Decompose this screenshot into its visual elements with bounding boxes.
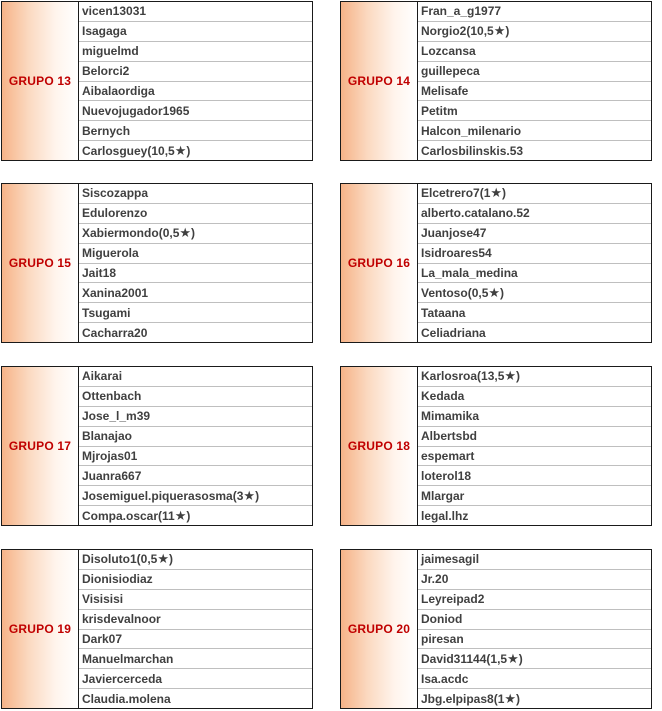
player-row <box>418 689 651 708</box>
group-block <box>340 183 652 343</box>
player-row <box>418 466 651 486</box>
score-paren: ) <box>518 651 523 666</box>
player-name: Juanra667 <box>82 468 142 483</box>
player-row <box>79 62 312 82</box>
player-row <box>79 407 312 427</box>
score-paren: ) <box>516 691 521 706</box>
player-name: Aibalaordiga <box>82 83 155 98</box>
player-name: Belorci2 <box>82 64 130 79</box>
player-name: Dark07 <box>82 631 123 646</box>
player-name: Josemiguel.piquerasosma <box>82 488 233 503</box>
star-icon: ★ <box>488 284 501 300</box>
score-paren: ( <box>486 651 491 666</box>
player-row <box>79 82 312 102</box>
group-label: GRUPO 19 <box>2 550 79 708</box>
group-block <box>340 549 652 709</box>
player-row <box>418 323 651 342</box>
player-score: 0,5 <box>471 285 489 300</box>
score-paren: ( <box>158 508 163 523</box>
player-row <box>79 506 312 525</box>
player-name: guillepeca <box>421 64 480 79</box>
player-row <box>418 141 651 160</box>
player-name: Visisisi <box>82 592 124 607</box>
score-paren: ( <box>493 691 498 706</box>
player-name: Jait18 <box>82 265 117 280</box>
player-row <box>418 407 651 427</box>
player-row <box>418 22 651 42</box>
player-name: Mlargar <box>421 488 465 503</box>
player-row <box>79 224 312 244</box>
player-row <box>418 610 651 630</box>
player-name: vicen13031 <box>82 4 147 19</box>
score-paren: ( <box>147 143 152 158</box>
score-paren: ) <box>516 369 521 384</box>
player-row <box>418 42 651 62</box>
player-row <box>79 204 312 224</box>
player-score: 10,5 <box>151 143 175 158</box>
player-row <box>79 689 312 708</box>
player-name: legal.lhz <box>421 508 469 523</box>
group-label: GRUPO 20 <box>341 550 418 708</box>
player-name: Elcetrero7 <box>421 186 480 201</box>
player-row <box>79 427 312 447</box>
player-name: Claudia.molena <box>82 691 171 706</box>
player-row <box>418 550 651 570</box>
player-name: piresan <box>421 631 464 646</box>
player-name: alberto.catalano.52 <box>421 206 530 221</box>
player-score: 13,5 <box>481 369 505 384</box>
player-name: La_mala_medina <box>421 265 518 280</box>
star-icon: ★ <box>179 225 192 241</box>
group-label: GRUPO 15 <box>2 184 79 342</box>
player-row <box>418 649 651 669</box>
player-name: Xabiermondo <box>82 226 159 241</box>
player-row <box>418 590 651 610</box>
player-row <box>418 224 651 244</box>
star-icon: ★ <box>493 23 506 39</box>
score-paren: ( <box>479 186 484 201</box>
player-row <box>418 570 651 590</box>
player-name: Albertsbd <box>421 429 478 444</box>
player-row <box>79 101 312 121</box>
star-icon: ★ <box>490 185 503 201</box>
player-row <box>79 669 312 689</box>
player-row <box>79 570 312 590</box>
player-score: 10,5 <box>470 24 494 39</box>
player-list <box>79 2 312 160</box>
player-name: Bernych <box>82 123 131 138</box>
score-paren: ) <box>255 488 260 503</box>
player-score: 11 <box>162 508 175 523</box>
player-name: Xanina2001 <box>82 285 149 300</box>
player-list <box>79 184 312 342</box>
player-name: Lozcansa <box>421 44 476 59</box>
player-name: Juanjose47 <box>421 226 487 241</box>
player-row <box>418 2 651 22</box>
group-label: GRUPO 18 <box>341 367 418 525</box>
star-icon: ★ <box>174 142 187 158</box>
player-name: Nuevojugador1965 <box>82 103 190 118</box>
score-paren: ( <box>466 24 471 39</box>
player-row <box>418 82 651 102</box>
player-row <box>418 486 651 506</box>
player-name: Carlosbilinskis.53 <box>421 143 524 158</box>
score-paren: ) <box>186 508 191 523</box>
player-row <box>79 387 312 407</box>
player-name: Petitm <box>421 103 458 118</box>
player-name: Manuelmarchan <box>82 651 174 666</box>
player-name: Mjrojas01 <box>82 448 138 463</box>
player-name: Melisafe <box>421 83 469 98</box>
score-paren: ( <box>467 285 472 300</box>
player-row <box>79 121 312 141</box>
player-row <box>418 204 651 224</box>
group-label: GRUPO 17 <box>2 367 79 525</box>
player-row <box>79 367 312 387</box>
player-list <box>79 367 312 525</box>
player-row <box>79 486 312 506</box>
score-paren: ) <box>169 552 174 567</box>
player-name: Karlosroa <box>421 369 478 384</box>
player-row <box>79 184 312 204</box>
player-row <box>79 283 312 303</box>
group-label: GRUPO 13 <box>2 2 79 160</box>
player-name: Blanajao <box>82 429 133 444</box>
player-name: Celiadriana <box>421 325 486 340</box>
player-name: Mimamika <box>421 409 480 424</box>
group-block <box>1 366 313 526</box>
group-label: GRUPO 16 <box>341 184 418 342</box>
player-row <box>79 42 312 62</box>
player-name: Leyreipad2 <box>421 592 485 607</box>
player-name: Compa.oscar <box>82 508 159 523</box>
player-row <box>418 669 651 689</box>
player-row <box>418 367 651 387</box>
group-block <box>340 366 652 526</box>
group-block <box>340 1 652 161</box>
score-paren: ( <box>477 369 482 384</box>
player-row <box>418 121 651 141</box>
player-row <box>79 323 312 342</box>
player-score: 1 <box>483 186 491 201</box>
player-row <box>79 2 312 22</box>
player-row <box>79 550 312 570</box>
player-row <box>79 141 312 160</box>
player-row <box>79 610 312 630</box>
group-label: GRUPO 14 <box>341 2 418 160</box>
player-name: Tataana <box>421 305 466 320</box>
player-row <box>79 630 312 650</box>
player-name: Miguerola <box>82 246 139 261</box>
player-name: Doniod <box>421 612 463 627</box>
player-name: Disoluto1 <box>82 552 137 567</box>
group-block <box>1 549 313 709</box>
player-name: Halcon_milenario <box>421 123 522 138</box>
player-row <box>79 649 312 669</box>
player-list <box>418 184 651 342</box>
player-name: Ventoso <box>421 285 468 300</box>
score-paren: ( <box>232 488 237 503</box>
star-icon: ★ <box>174 507 187 523</box>
player-name: Dionisiodiaz <box>82 572 153 587</box>
star-icon: ★ <box>157 551 170 567</box>
player-name: loterol18 <box>421 468 472 483</box>
player-score: 0,5 <box>140 552 158 567</box>
star-icon: ★ <box>504 368 517 384</box>
player-score: 3 <box>236 488 244 503</box>
player-row <box>79 590 312 610</box>
player-row <box>418 101 651 121</box>
player-list <box>79 550 312 708</box>
player-row <box>79 264 312 284</box>
player-name: Siscozappa <box>82 186 149 201</box>
player-row <box>79 22 312 42</box>
score-paren: ( <box>158 226 163 241</box>
player-row <box>418 387 651 407</box>
player-row <box>418 264 651 284</box>
score-paren: ) <box>505 24 510 39</box>
player-row <box>418 303 651 323</box>
player-name: miguelmd <box>82 44 139 59</box>
player-row <box>79 244 312 264</box>
player-name: Kedada <box>421 389 465 404</box>
star-icon: ★ <box>504 690 517 706</box>
score-paren: ) <box>191 226 196 241</box>
player-name: Ottenbach <box>82 389 142 404</box>
player-row <box>418 447 651 467</box>
player-row <box>79 466 312 486</box>
player-name: Isidroares54 <box>421 246 492 261</box>
player-list <box>418 2 651 160</box>
player-name: Fran_a_g1977 <box>421 4 502 19</box>
player-name: krisdevalnoor <box>82 612 161 627</box>
player-name: Isa.acdc <box>421 671 469 686</box>
player-row <box>418 244 651 264</box>
player-list <box>418 367 651 525</box>
player-name: Javiercerceda <box>82 671 163 686</box>
player-row <box>418 283 651 303</box>
player-row <box>79 303 312 323</box>
player-name: Norgio2 <box>421 24 467 39</box>
score-paren: ) <box>186 143 191 158</box>
player-score: 0,5 <box>162 226 180 241</box>
player-name: Jose_l_m39 <box>82 409 151 424</box>
group-block <box>1 1 313 161</box>
player-name: Jbg.elpipas8 <box>421 691 494 706</box>
player-name: Carlosguey <box>82 143 148 158</box>
player-name: Jr.20 <box>421 572 449 587</box>
player-name: Tsugami <box>82 305 131 320</box>
score-paren: ) <box>502 186 507 201</box>
player-row <box>418 184 651 204</box>
player-score: 1 <box>497 691 505 706</box>
player-name: Aikarai <box>82 369 123 384</box>
player-name: Edulorenzo <box>82 206 148 221</box>
player-row <box>418 427 651 447</box>
score-paren: ( <box>136 552 141 567</box>
star-icon: ★ <box>507 650 519 666</box>
score-paren: ) <box>500 285 505 300</box>
player-list <box>418 550 651 708</box>
player-row <box>418 62 651 82</box>
player-name: jaimesagil <box>421 552 480 567</box>
player-name: espemart <box>421 448 475 463</box>
player-name: Cacharra20 <box>82 325 148 340</box>
player-score: 1,5 <box>490 651 508 666</box>
star-icon: ★ <box>243 487 256 503</box>
player-row <box>418 630 651 650</box>
group-block <box>1 183 313 343</box>
player-row <box>79 447 312 467</box>
player-name: David31144 <box>421 651 487 666</box>
player-name: Isagaga <box>82 24 127 39</box>
player-row <box>418 506 651 525</box>
